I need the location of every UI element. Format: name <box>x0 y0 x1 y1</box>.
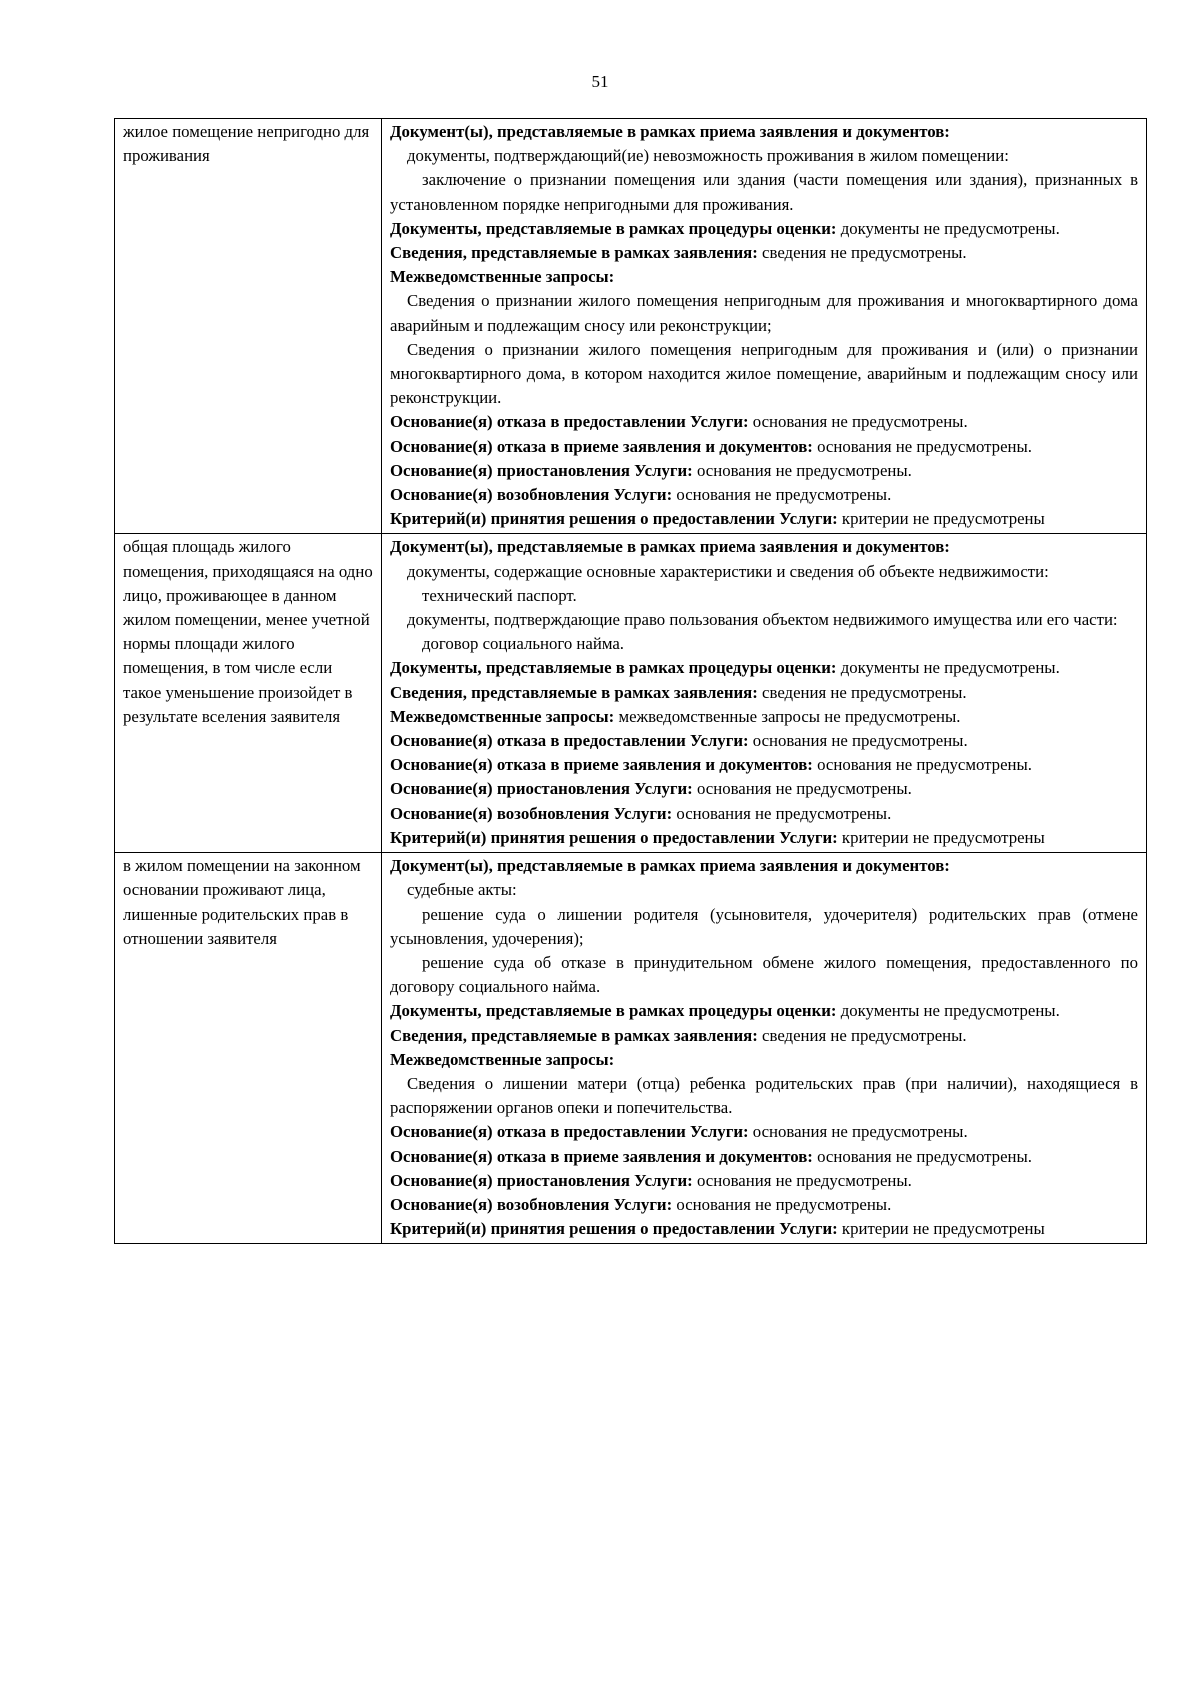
condition-cell: жилое помещение непригодно для проживания <box>115 119 382 534</box>
detail-text: основания не предусмотрены. <box>672 1194 892 1214</box>
detail-heading: Межведомственные запросы: <box>390 1049 615 1069</box>
detail-paragraph <box>390 1024 1138 1048</box>
detail-text: решение суда о лишении родителя (усыновителя, удочерителя) родительских прав (отмене усыновления, удочерения); <box>390 904 1138 948</box>
detail-text: основания не предусмотрены. <box>812 755 1032 775</box>
detail-paragraph <box>390 265 1138 289</box>
page-number: 51 <box>591 72 609 91</box>
detail-paragraph <box>390 802 1138 826</box>
detail-paragraph <box>390 1169 1138 1193</box>
detail-heading: Межведомственные запросы: <box>390 706 615 726</box>
conditions-table <box>114 118 1147 1244</box>
detail-paragraph <box>390 535 1138 559</box>
detail-paragraph <box>390 1193 1138 1217</box>
detail-paragraph <box>390 1048 1138 1072</box>
detail-paragraph <box>390 705 1138 729</box>
detail-text: основания не предусмотрены. <box>692 1170 912 1190</box>
detail-heading: Документ(ы), представляемые в рамках приема заявления и документов: <box>390 122 950 141</box>
detail-paragraph <box>390 410 1138 434</box>
condition-cell: в жилом помещении на законном основании проживают лица, лишенные родительских прав в отношении заявителя <box>115 853 382 1244</box>
detail-text: основания не предусмотрены. <box>692 460 912 480</box>
detail-text: основания не предусмотрены. <box>812 436 1032 456</box>
detail-heading: Основание(я) приостановления Услуги: <box>390 1170 693 1190</box>
detail-heading: Документы, представляемые в рамках процедуры оценки: <box>390 1001 837 1021</box>
detail-heading: Основание(я) отказа в приеме заявления и документов: <box>390 755 813 775</box>
detail-paragraph <box>390 560 1138 584</box>
detail-heading: Документы, представляемые в рамках процедуры оценки: <box>390 658 837 678</box>
detail-text: основания не предусмотрены. <box>672 803 892 823</box>
detail-paragraph <box>390 507 1138 531</box>
detail-paragraph <box>390 459 1138 483</box>
detail-heading: Документы, представляемые в рамках процедуры оценки: <box>390 218 837 238</box>
detail-text: основания не предусмотрены. <box>748 412 968 432</box>
detail-text: документы не предусмотрены. <box>836 1001 1060 1021</box>
detail-paragraph <box>390 777 1138 801</box>
detail-heading: Основание(я) возобновления Услуги: <box>390 485 673 505</box>
table-body <box>115 119 1147 1244</box>
detail-heading: Основание(я) отказа в предоставлении Услуги: <box>390 412 749 432</box>
detail-paragraph <box>390 584 1138 608</box>
table-row <box>115 853 1147 1244</box>
detail-text: документы не предусмотрены. <box>836 218 1060 238</box>
detail-heading: Основание(я) возобновления Услуги: <box>390 803 673 823</box>
detail-heading: Критерий(и) принятия решения о предоставлении Услуги: <box>390 509 838 529</box>
detail-heading: Сведения, представляемые в рамках заявления: <box>390 682 758 702</box>
detail-paragraph <box>390 435 1138 459</box>
detail-heading: Межведомственные запросы: <box>390 267 615 287</box>
detail-paragraph <box>390 729 1138 753</box>
detail-text: технический паспорт. <box>422 585 577 605</box>
detail-heading: Основание(я) отказа в приеме заявления и документов: <box>390 436 813 456</box>
detail-heading: Документ(ы), представляемые в рамках приема заявления и документов: <box>390 856 950 876</box>
detail-heading: Основание(я) отказа в предоставлении Услуги: <box>390 1122 749 1142</box>
details-cell <box>382 534 1147 853</box>
detail-paragraph <box>390 656 1138 680</box>
detail-heading: Сведения, представляемые в рамках заявления: <box>390 243 758 263</box>
condition-cell: общая площадь жилого помещения, приходящаяся на одно лицо, проживающее в данном жилом помещении, менее учетной нормы площади жилого помещения, в том числе если такое уменьшение произойдет в результате вселения заявителя <box>115 534 382 853</box>
detail-text: решение суда об отказе в принудительном обмене жилого помещения, предоставленного по договору социального найма. <box>390 952 1138 997</box>
detail-heading: Документ(ы), представляемые в рамках приема заявления и документов: <box>390 537 950 557</box>
detail-paragraph <box>390 1217 1138 1241</box>
detail-paragraph <box>390 632 1138 656</box>
detail-heading: Основание(я) отказа в предоставлении Услуги: <box>390 731 749 751</box>
detail-text: документы, содержащие основные характеристики и сведения об объекте недвижимости: <box>407 561 1049 581</box>
detail-paragraph <box>390 1120 1138 1144</box>
detail-paragraph <box>390 241 1138 265</box>
detail-heading: Критерий(и) принятия решения о предоставлении Услуги: <box>390 1219 838 1239</box>
detail-heading: Основание(я) отказа в приеме заявления и документов: <box>390 1146 813 1166</box>
detail-paragraph <box>390 681 1138 705</box>
detail-text: критерии не предусмотрены <box>837 827 1045 847</box>
detail-paragraph <box>390 168 1138 216</box>
detail-paragraph <box>390 878 1138 902</box>
detail-text: сведения не предусмотрены. <box>757 1025 967 1045</box>
detail-text: межведомственные запросы не предусмотрены. <box>614 706 961 726</box>
detail-text: сведения не предусмотрены. <box>757 243 967 263</box>
details-cell <box>382 119 1147 534</box>
detail-text: документы, подтверждающий(ие) невозможность проживания в жилом помещении: <box>407 146 1009 166</box>
detail-paragraph <box>390 483 1138 507</box>
detail-text: Сведения о признании жилого помещения непригодным для проживания и многоквартирного дома аварийным и подлежащим сносу или реконструкции; <box>390 291 1138 335</box>
detail-paragraph <box>390 903 1138 951</box>
detail-heading: Основание(я) приостановления Услуги: <box>390 779 693 799</box>
detail-text: основания не предусмотрены. <box>748 1122 968 1142</box>
detail-text: сведения не предусмотрены. <box>757 682 967 702</box>
detail-text: документы, подтверждающие право пользования объектом недвижимого имущества или его части: <box>407 610 1118 630</box>
table-row <box>115 119 1147 534</box>
detail-paragraph <box>390 1145 1138 1169</box>
details-cell <box>382 853 1147 1244</box>
detail-text: документы не предусмотрены. <box>836 658 1060 678</box>
detail-text: заключение о признании помещения или здания (части помещения или здания), признанных в установленном порядке непригодными для проживания. <box>390 170 1138 214</box>
detail-paragraph <box>390 1072 1138 1120</box>
detail-text: критерии не предусмотрены <box>837 1219 1045 1239</box>
detail-text: основания не предусмотрены. <box>812 1146 1032 1166</box>
detail-paragraph <box>390 854 1138 878</box>
detail-text: основания не предусмотрены. <box>692 779 912 799</box>
detail-paragraph <box>390 217 1138 241</box>
detail-heading: Критерий(и) принятия решения о предоставлении Услуги: <box>390 827 838 847</box>
detail-heading: Основание(я) возобновления Услуги: <box>390 1194 673 1214</box>
detail-paragraph <box>390 951 1138 999</box>
detail-paragraph <box>390 999 1138 1023</box>
detail-text: Сведения о лишении матери (отца) ребенка родительских прав (при наличии), находящиеся в распоряжении органов опеки и попечительства. <box>390 1073 1138 1118</box>
detail-paragraph <box>390 120 1138 144</box>
detail-heading: Основание(я) приостановления Услуги: <box>390 460 693 480</box>
detail-text: основания не предусмотрены. <box>748 731 968 751</box>
detail-text: критерии не предусмотрены <box>837 509 1045 529</box>
detail-text: основания не предусмотрены. <box>672 485 892 505</box>
detail-paragraph <box>390 144 1138 168</box>
detail-paragraph <box>390 338 1138 411</box>
detail-paragraph <box>390 826 1138 850</box>
detail-text: Сведения о признании жилого помещения непригодным для проживания и (или) о признании многоквартирного дома, в котором находится жилое помещение, аварийным и подлежащим сносу или реконструкции. <box>390 339 1138 408</box>
detail-text: договор социального найма. <box>422 634 624 654</box>
detail-text: судебные акты: <box>407 880 517 900</box>
detail-paragraph <box>390 289 1138 337</box>
table-row <box>115 534 1147 853</box>
detail-paragraph <box>390 753 1138 777</box>
detail-paragraph <box>390 608 1138 632</box>
detail-heading: Сведения, представляемые в рамках заявления: <box>390 1025 758 1045</box>
